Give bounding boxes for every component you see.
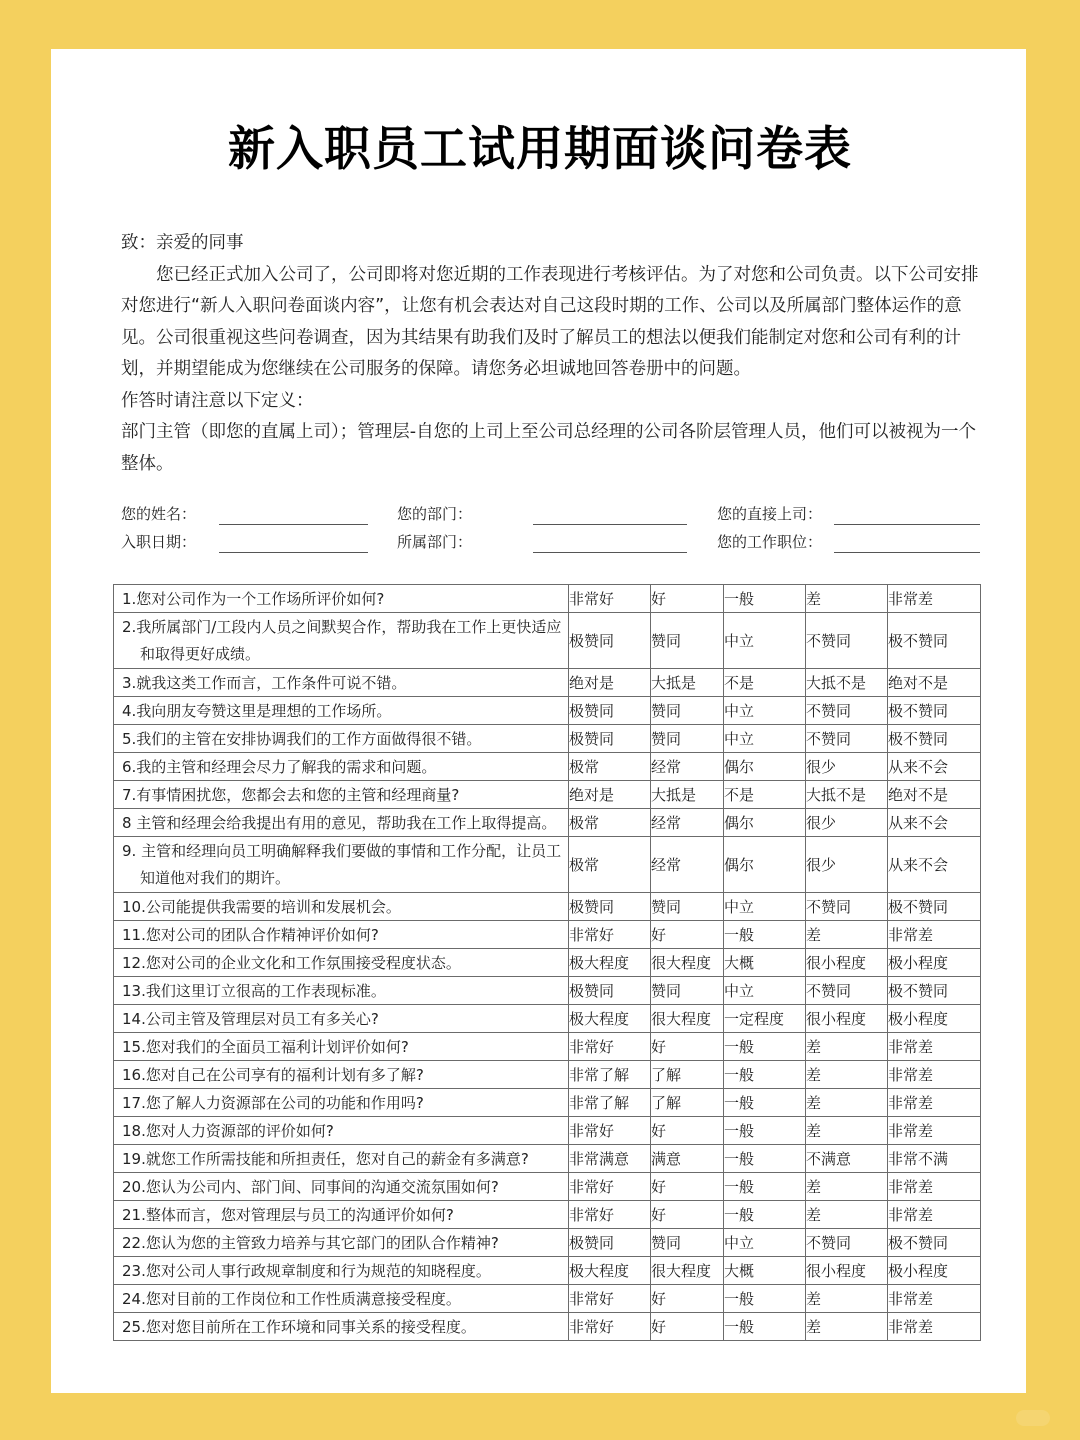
answer-option[interactable]: 好 bbox=[651, 1173, 724, 1201]
question-text bbox=[114, 1257, 569, 1285]
answer-option[interactable]: 一般 bbox=[724, 1061, 806, 1089]
answer-option[interactable]: 非常差 bbox=[888, 1313, 981, 1341]
answer-option[interactable]: 赞同 bbox=[651, 1229, 724, 1257]
answer-option[interactable]: 很少 bbox=[806, 837, 888, 893]
answer-option[interactable]: 很大程度 bbox=[651, 1005, 724, 1033]
answer-option[interactable]: 极大程度 bbox=[569, 1005, 651, 1033]
answer-option[interactable]: 赞同 bbox=[651, 893, 724, 921]
question-text bbox=[114, 1061, 569, 1089]
answer-option[interactable]: 一般 bbox=[724, 1033, 806, 1061]
question-row bbox=[114, 585, 981, 613]
question-row bbox=[114, 837, 981, 893]
answer-option[interactable]: 不赞同 bbox=[806, 613, 888, 669]
answer-option[interactable]: 偶尔 bbox=[724, 753, 806, 781]
answer-option[interactable]: 大概 bbox=[724, 949, 806, 977]
question-text bbox=[114, 613, 569, 669]
question-text bbox=[114, 837, 569, 893]
answer-option[interactable]: 差 bbox=[806, 1033, 888, 1061]
question-label: 23.您对公司人事行政规章制度和行为规范的知晓程度。 bbox=[122, 1262, 491, 1280]
answer-option[interactable]: 极不赞同 bbox=[888, 725, 981, 753]
question-text bbox=[114, 893, 569, 921]
answer-option[interactable]: 差 bbox=[806, 1089, 888, 1117]
name-label: 您的姓名： bbox=[121, 505, 197, 523]
answer-option[interactable]: 经常 bbox=[651, 837, 724, 893]
hire-date-field[interactable] bbox=[219, 552, 368, 553]
answer-option[interactable]: 赞同 bbox=[651, 613, 724, 669]
question-row bbox=[114, 1005, 981, 1033]
question-text bbox=[114, 781, 569, 809]
answer-option[interactable]: 非常好 bbox=[569, 1117, 651, 1145]
answer-option[interactable]: 中立 bbox=[724, 977, 806, 1005]
question-label: 13.我们这里订立很高的工作表现标准。 bbox=[122, 982, 386, 1000]
employee-info-form bbox=[121, 503, 981, 559]
question-row bbox=[114, 1229, 981, 1257]
info-row-2 bbox=[121, 531, 981, 559]
answer-option[interactable]: 大概 bbox=[724, 1257, 806, 1285]
answer-option[interactable]: 不赞同 bbox=[806, 893, 888, 921]
answer-option[interactable]: 非常了解 bbox=[569, 1089, 651, 1117]
department-field[interactable] bbox=[533, 524, 687, 525]
answer-option[interactable]: 赞同 bbox=[651, 977, 724, 1005]
question-label: 20.您认为公司内、部门间、同事间的沟通交流氛围如何? bbox=[122, 1178, 499, 1196]
answer-option[interactable]: 极常 bbox=[569, 837, 651, 893]
answer-option[interactable]: 很少 bbox=[806, 753, 888, 781]
question-text bbox=[114, 949, 569, 977]
question-row bbox=[114, 1257, 981, 1285]
answer-option[interactable]: 很小程度 bbox=[806, 1005, 888, 1033]
answer-option[interactable]: 好 bbox=[651, 1033, 724, 1061]
answer-option[interactable]: 极不赞同 bbox=[888, 697, 981, 725]
answer-option[interactable]: 一般 bbox=[724, 1201, 806, 1229]
question-label: 5.我们的主管在安排协调我们的工作方面做得很不错。 bbox=[122, 730, 482, 748]
page-title: 新入职员工试用期面谈问卷表 bbox=[228, 122, 852, 177]
answer-option[interactable]: 一般 bbox=[724, 1145, 806, 1173]
answer-option[interactable]: 极赞同 bbox=[569, 1229, 651, 1257]
answer-option[interactable]: 大抵是 bbox=[651, 669, 724, 697]
answer-option[interactable]: 不赞同 bbox=[806, 697, 888, 725]
question-label: 18.您对人力资源部的评价如何? bbox=[122, 1122, 334, 1140]
question-row bbox=[114, 1173, 981, 1201]
question-text bbox=[114, 1145, 569, 1173]
answer-option[interactable]: 不赞同 bbox=[806, 725, 888, 753]
answer-option[interactable]: 不赞同 bbox=[806, 977, 888, 1005]
question-text bbox=[114, 1117, 569, 1145]
answer-option[interactable]: 一般 bbox=[724, 1117, 806, 1145]
question-row bbox=[114, 1313, 981, 1341]
answer-option[interactable]: 非常差 bbox=[888, 921, 981, 949]
answer-option[interactable]: 不是 bbox=[724, 669, 806, 697]
answer-option[interactable]: 非常差 bbox=[888, 1173, 981, 1201]
answer-option[interactable]: 差 bbox=[806, 921, 888, 949]
question-label: 15.您对我们的全面员工福利计划评价如何? bbox=[122, 1038, 409, 1056]
question-label: 21.整体而言，您对管理层与员工的沟通评价如何? bbox=[122, 1206, 454, 1224]
question-label: 24.您对目前的工作岗位和工作性质满意接受程度。 bbox=[122, 1290, 461, 1308]
question-label: 8 主管和经理会给我提出有用的意见，帮助我在工作上取得提高。 bbox=[122, 814, 557, 832]
answer-option[interactable]: 非常差 bbox=[888, 1089, 981, 1117]
answer-option[interactable]: 一般 bbox=[724, 1285, 806, 1313]
answer-option[interactable]: 经常 bbox=[651, 809, 724, 837]
question-row bbox=[114, 1285, 981, 1313]
question-row bbox=[114, 1117, 981, 1145]
answer-option[interactable]: 一定程度 bbox=[724, 1005, 806, 1033]
question-text bbox=[114, 1201, 569, 1229]
question-row bbox=[114, 1089, 981, 1117]
question-label: 12.您对公司的企业文化和工作氛围接受程度状态。 bbox=[122, 954, 461, 972]
question-text bbox=[114, 1285, 569, 1313]
job-position-field[interactable] bbox=[834, 552, 980, 553]
answer-option[interactable]: 很小程度 bbox=[806, 949, 888, 977]
question-text bbox=[114, 697, 569, 725]
answer-option[interactable]: 极小程度 bbox=[888, 949, 981, 977]
question-row bbox=[114, 753, 981, 781]
question-row bbox=[114, 977, 981, 1005]
question-row bbox=[114, 1061, 981, 1089]
answer-option[interactable]: 一般 bbox=[724, 1089, 806, 1117]
question-row bbox=[114, 725, 981, 753]
answer-option[interactable]: 非常好 bbox=[569, 1285, 651, 1313]
watermark bbox=[1016, 1410, 1050, 1426]
affiliated-department-label: 所属部门： bbox=[397, 533, 473, 551]
answer-option[interactable]: 好 bbox=[651, 1313, 724, 1341]
answer-option[interactable]: 好 bbox=[651, 921, 724, 949]
question-label: 16.您对自己在公司享有的福利计划有多了解? bbox=[122, 1066, 424, 1084]
definitions-heading: 作答时请注意以下定义： bbox=[121, 390, 314, 411]
answer-option[interactable]: 极大程度 bbox=[569, 1257, 651, 1285]
question-row bbox=[114, 1145, 981, 1173]
question-row bbox=[114, 949, 981, 977]
definitions-text: 部门主管（即您的直属上司）；管理层-自您的上司上至公司总经理的公司各阶层管理人员，他们可以被视为一个整体。 bbox=[121, 422, 977, 474]
answer-option[interactable]: 极小程度 bbox=[888, 1257, 981, 1285]
question-text bbox=[114, 809, 569, 837]
question-row bbox=[114, 893, 981, 921]
answer-option[interactable]: 非常满意 bbox=[569, 1145, 651, 1173]
questionnaire-table bbox=[113, 584, 981, 1341]
direct-supervisor-label: 您的直接上司： bbox=[717, 505, 823, 523]
answer-option[interactable]: 好 bbox=[651, 1117, 724, 1145]
answer-option[interactable]: 了解 bbox=[651, 1061, 724, 1089]
question-text bbox=[114, 1173, 569, 1201]
answer-option[interactable]: 差 bbox=[806, 585, 888, 613]
answer-option[interactable]: 极赞同 bbox=[569, 977, 651, 1005]
question-label: 2.我所属部门/工段内人员之间默契合作，帮助我在工作上更快适应和取得更好成绩。 bbox=[122, 617, 562, 663]
questionnaire-body bbox=[114, 585, 981, 1341]
question-label: 22.您认为您的主管致力培养与其它部门的团队合作精神? bbox=[122, 1234, 499, 1252]
answer-option[interactable]: 不满意 bbox=[806, 1145, 888, 1173]
answer-option[interactable]: 一般 bbox=[724, 1173, 806, 1201]
question-text bbox=[114, 1229, 569, 1257]
answer-option[interactable]: 大抵是 bbox=[651, 781, 724, 809]
question-label: 9. 主管和经理向员工明确解释我们要做的事情和工作分配，让员工知道他对我们的期许。 bbox=[122, 841, 562, 887]
question-text bbox=[114, 725, 569, 753]
question-label: 17.您了解人力资源部在公司的功能和作用吗? bbox=[122, 1094, 424, 1112]
question-label: 4.我向朋友夸赞这里是理想的工作场所。 bbox=[122, 702, 392, 720]
answer-option[interactable]: 非常了解 bbox=[569, 1061, 651, 1089]
answer-option[interactable]: 差 bbox=[806, 1285, 888, 1313]
answer-option[interactable]: 中立 bbox=[724, 1229, 806, 1257]
answer-option[interactable]: 极不赞同 bbox=[888, 977, 981, 1005]
answer-option[interactable]: 非常差 bbox=[888, 1117, 981, 1145]
answer-option[interactable]: 极常 bbox=[569, 809, 651, 837]
answer-option[interactable]: 非常差 bbox=[888, 585, 981, 613]
answer-option[interactable]: 好 bbox=[651, 1285, 724, 1313]
answer-option[interactable]: 差 bbox=[806, 1313, 888, 1341]
name-field[interactable] bbox=[219, 524, 368, 525]
question-label: 10.公司能提供我需要的培训和发展机会。 bbox=[122, 898, 401, 916]
question-text bbox=[114, 585, 569, 613]
question-text bbox=[114, 921, 569, 949]
department-label: 您的部门： bbox=[397, 505, 473, 523]
answer-option[interactable]: 偶尔 bbox=[724, 809, 806, 837]
answer-option[interactable]: 极赞同 bbox=[569, 725, 651, 753]
question-label: 3.就我这类工作而言，工作条件可说不错。 bbox=[122, 674, 407, 692]
answer-option[interactable]: 绝对不是 bbox=[888, 781, 981, 809]
question-row bbox=[114, 921, 981, 949]
answer-option[interactable]: 不赞同 bbox=[806, 1229, 888, 1257]
answer-option[interactable]: 差 bbox=[806, 1173, 888, 1201]
question-text bbox=[114, 1089, 569, 1117]
answer-option[interactable]: 极赞同 bbox=[569, 613, 651, 669]
answer-option[interactable]: 一般 bbox=[724, 585, 806, 613]
answer-option[interactable]: 中立 bbox=[724, 697, 806, 725]
answer-option[interactable]: 好 bbox=[651, 1201, 724, 1229]
answer-option[interactable]: 很小程度 bbox=[806, 1257, 888, 1285]
answer-option[interactable]: 一般 bbox=[724, 921, 806, 949]
answer-option[interactable]: 中立 bbox=[724, 893, 806, 921]
answer-option[interactable]: 非常好 bbox=[569, 921, 651, 949]
intro-paragraph: 您已经正式加入公司了，公司即将对您近期的工作表现进行考核评估。为了对您和公司负责。以下公司安排对您进行“新人入职问卷面谈内容”，让您有机会表达对自己这段时期的工作、公司以及所属部门整体运作的意见。公司很重视这些问卷调查，因为其结果有助我们及时了解员工的想法以便我们能制定对您和公司有利的计划，并期望能成为您继续在公司服务的保障。请您务必坦诚地回答卷册中的问题。 bbox=[121, 264, 979, 379]
answer-option[interactable]: 极不赞同 bbox=[888, 1229, 981, 1257]
answer-option[interactable]: 满意 bbox=[651, 1145, 724, 1173]
question-label: 25.您对您目前所在工作环境和同事关系的接受程度。 bbox=[122, 1318, 476, 1336]
answer-option[interactable]: 了解 bbox=[651, 1089, 724, 1117]
hire-date-label: 入职日期： bbox=[121, 533, 197, 551]
question-row bbox=[114, 697, 981, 725]
answer-option[interactable]: 极赞同 bbox=[569, 697, 651, 725]
question-row bbox=[114, 1033, 981, 1061]
question-row bbox=[114, 781, 981, 809]
answer-option[interactable]: 好 bbox=[651, 585, 724, 613]
answer-option[interactable]: 极常 bbox=[569, 753, 651, 781]
answer-option[interactable]: 经常 bbox=[651, 753, 724, 781]
answer-option[interactable]: 绝对不是 bbox=[888, 669, 981, 697]
answer-option[interactable]: 中立 bbox=[724, 613, 806, 669]
question-text bbox=[114, 977, 569, 1005]
question-label: 14.公司主管及管理层对员工有多关心? bbox=[122, 1010, 379, 1028]
answer-option[interactable]: 非常差 bbox=[888, 1061, 981, 1089]
answer-option[interactable]: 中立 bbox=[724, 725, 806, 753]
answer-option[interactable]: 绝对是 bbox=[569, 669, 651, 697]
answer-option[interactable]: 绝对是 bbox=[569, 781, 651, 809]
answer-option[interactable]: 很大程度 bbox=[651, 949, 724, 977]
answer-option[interactable]: 非常好 bbox=[569, 1173, 651, 1201]
answer-option[interactable]: 差 bbox=[806, 1061, 888, 1089]
info-row-1 bbox=[121, 503, 981, 531]
answer-option[interactable]: 非常好 bbox=[569, 1033, 651, 1061]
question-text bbox=[114, 1005, 569, 1033]
answer-option[interactable]: 极大程度 bbox=[569, 949, 651, 977]
question-label: 6.我的主管和经理会尽力了解我的需求和问题。 bbox=[122, 758, 437, 776]
answer-option[interactable]: 赞同 bbox=[651, 725, 724, 753]
question-row bbox=[114, 613, 981, 669]
answer-option[interactable]: 从来不会 bbox=[888, 809, 981, 837]
answer-option[interactable]: 极不赞同 bbox=[888, 613, 981, 669]
question-text bbox=[114, 1033, 569, 1061]
affiliated-department-field[interactable] bbox=[533, 552, 687, 553]
question-label: 11.您对公司的团队合作精神评价如何? bbox=[122, 926, 379, 944]
answer-option[interactable]: 非常好 bbox=[569, 1313, 651, 1341]
intro-section bbox=[121, 228, 981, 480]
answer-option[interactable]: 偶尔 bbox=[724, 837, 806, 893]
answer-option[interactable]: 非常好 bbox=[569, 1201, 651, 1229]
question-row bbox=[114, 809, 981, 837]
answer-option[interactable]: 从来不会 bbox=[888, 837, 981, 893]
answer-option[interactable]: 赞同 bbox=[651, 697, 724, 725]
answer-option[interactable]: 极不赞同 bbox=[888, 893, 981, 921]
answer-option[interactable]: 不是 bbox=[724, 781, 806, 809]
answer-option[interactable]: 很少 bbox=[806, 809, 888, 837]
answer-option[interactable]: 差 bbox=[806, 1201, 888, 1229]
answer-option[interactable]: 非常差 bbox=[888, 1285, 981, 1313]
answer-option[interactable]: 非常差 bbox=[888, 1033, 981, 1061]
question-row bbox=[114, 669, 981, 697]
question-label: 1.您对公司作为一个工作场所评价如何? bbox=[122, 590, 385, 608]
question-text bbox=[114, 669, 569, 697]
answer-option[interactable]: 很大程度 bbox=[651, 1257, 724, 1285]
answer-option[interactable]: 非常差 bbox=[888, 1201, 981, 1229]
answer-option[interactable]: 差 bbox=[806, 1117, 888, 1145]
question-text bbox=[114, 753, 569, 781]
answer-option[interactable]: 非常不满 bbox=[888, 1145, 981, 1173]
job-position-label: 您的工作职位： bbox=[717, 533, 823, 551]
answer-option[interactable]: 极小程度 bbox=[888, 1005, 981, 1033]
question-text bbox=[114, 1313, 569, 1341]
greeting: 致：亲爱的同事 bbox=[121, 233, 244, 253]
direct-supervisor-field[interactable] bbox=[834, 524, 980, 525]
answer-option[interactable]: 从来不会 bbox=[888, 753, 981, 781]
answer-option[interactable]: 一般 bbox=[724, 1313, 806, 1341]
answer-option[interactable]: 极赞同 bbox=[569, 893, 651, 921]
question-label: 7.有事情困扰您，您都会去和您的主管和经理商量? bbox=[122, 786, 460, 804]
question-row bbox=[114, 1201, 981, 1229]
question-label: 19.就您工作所需技能和所担责任，您对自己的薪金有多满意? bbox=[122, 1150, 529, 1168]
answer-option[interactable]: 非常好 bbox=[569, 585, 651, 613]
answer-option[interactable]: 大抵不是 bbox=[806, 781, 888, 809]
answer-option[interactable]: 大抵不是 bbox=[806, 669, 888, 697]
